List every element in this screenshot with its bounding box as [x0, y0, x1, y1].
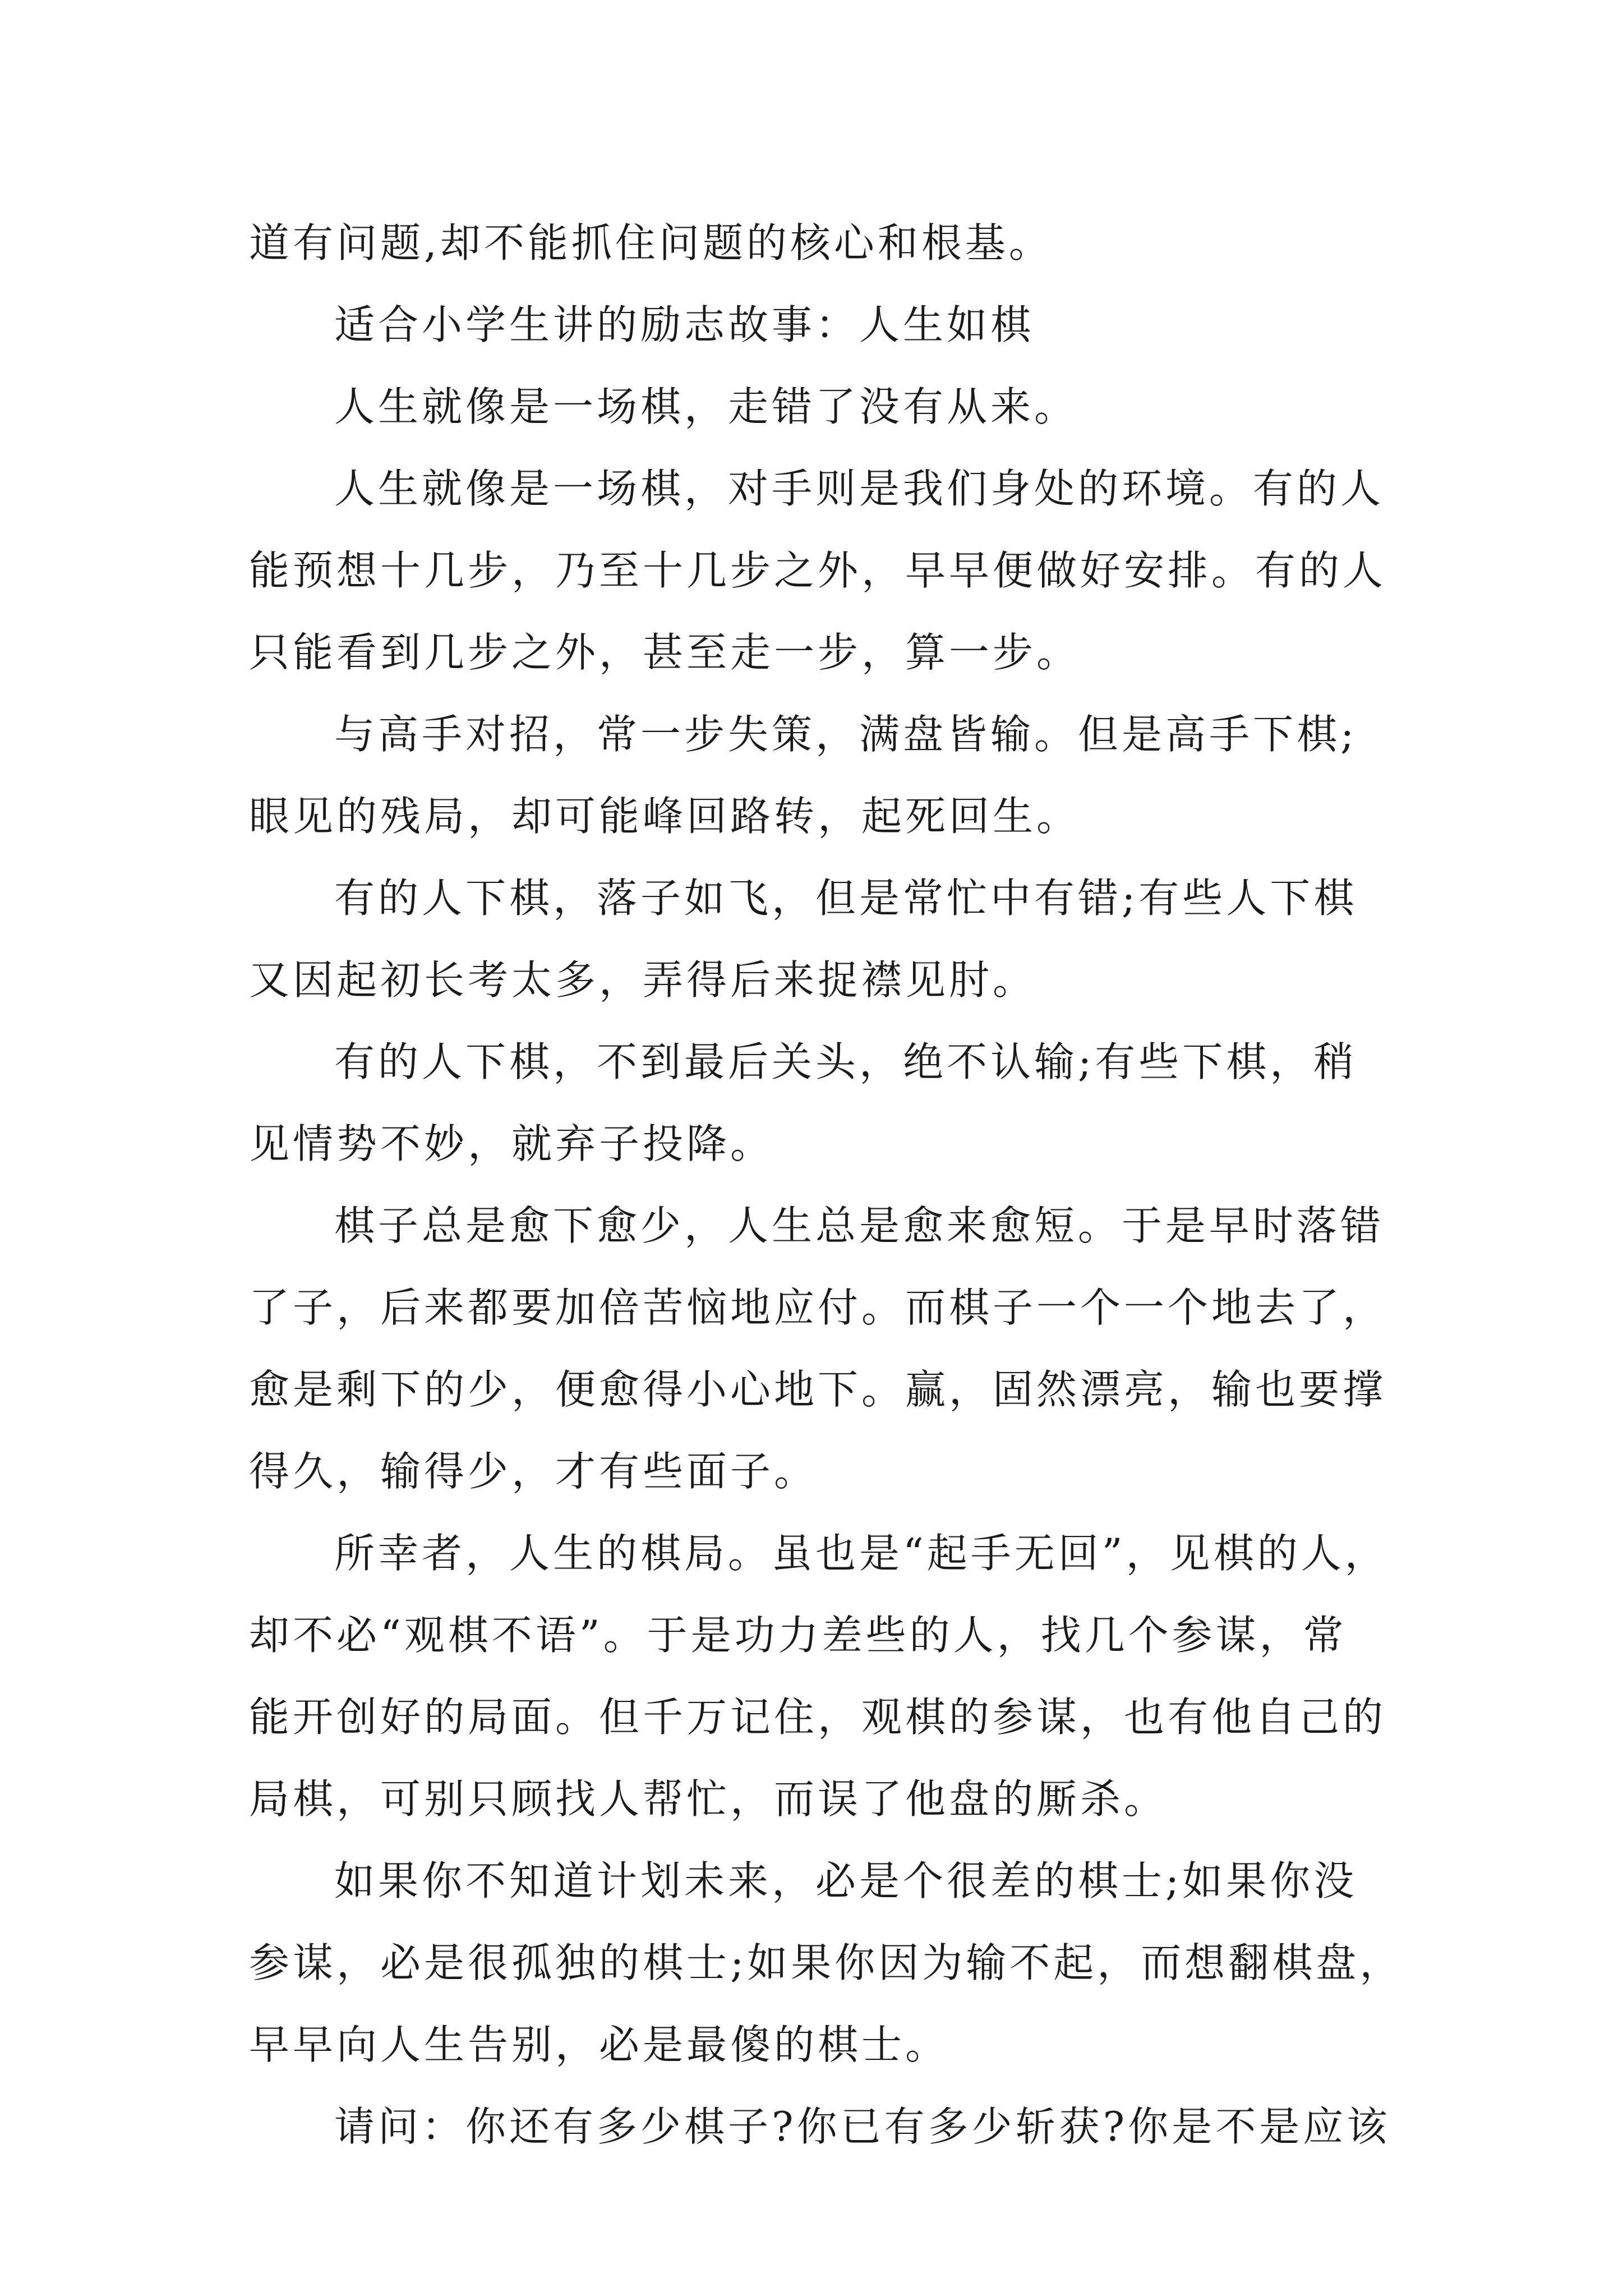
text-line: 人生就像是一场棋，对手则是我们身处的环境。有的人	[334, 465, 1385, 512]
text-line: 道有问题,却不能抓住问题的核心和根基。	[249, 219, 1053, 266]
text-line: 愈是剩下的少，便愈得小心地下。赢，固然漂亮，输也要撑	[249, 1366, 1387, 1413]
text-line: 能预想十几步，乃至十几步之外，早早便做好安排。有的人	[249, 547, 1387, 594]
text-line: 如果你不知道计划未来，必是个很差的棋士;如果你没	[334, 1857, 1358, 1904]
text-line: 请问：你还有多少棋子?你已有多少斩获?你是不是应该	[334, 2103, 1391, 2150]
text-line: 局棋，可别只顾找人帮忙，而误了他盘的厮杀。	[249, 1775, 1168, 1823]
text-line: 能开创好的局面。但千万记住，观棋的参谋，也有他自己的	[249, 1694, 1387, 1741]
text-line: 有的人下棋，不到最后关头，绝不认输;有些下棋，稍	[334, 1038, 1358, 1085]
text-line: 参谋，必是很孤独的棋士;如果你因为输不起，而想翻棋盘，	[249, 1939, 1404, 1986]
text-line: 早早向人生告别，必是最傻的棋士。	[249, 2021, 949, 2068]
document-body	[249, 202, 1404, 2168]
text-line: 眼见的残局，却可能峰回路转，起死回生。	[249, 793, 1081, 840]
text-line: 棋子总是愈下愈少，人生总是愈来愈短。于是早时落错	[334, 1202, 1385, 1249]
text-line: 与高手对招，常一步失策，满盘皆输。但是高手下棋;	[334, 711, 1358, 758]
text-line: 得久，输得少，才有些面子。	[249, 1448, 818, 1495]
section-title: 适合小学生讲的励志故事：人生如棋	[334, 301, 1035, 348]
text-line: 了子，后来都要加倍苦恼地应付。而棋子一个一个地去了，	[249, 1284, 1387, 1331]
text-line: 却不必“观棋不语”。于是功力差些的人，找几个参谋，常	[249, 1612, 1347, 1659]
text-line: 所幸者，人生的棋局。虽也是“起手无回”，见棋的人，	[334, 1530, 1389, 1577]
text-line: 又因起初长考太多，弄得后来捉襟见肘。	[249, 956, 1037, 1004]
text-line: 只能看到几步之外，甚至走一步，算一步。	[249, 629, 1081, 676]
text-line: 有的人下棋，落子如飞，但是常忙中有错;有些人下棋	[334, 875, 1358, 922]
text-line: 见情势不妙，就弃子投降。	[249, 1120, 774, 1167]
text-line: 人生就像是一场棋，走错了没有从来。	[334, 383, 1078, 430]
